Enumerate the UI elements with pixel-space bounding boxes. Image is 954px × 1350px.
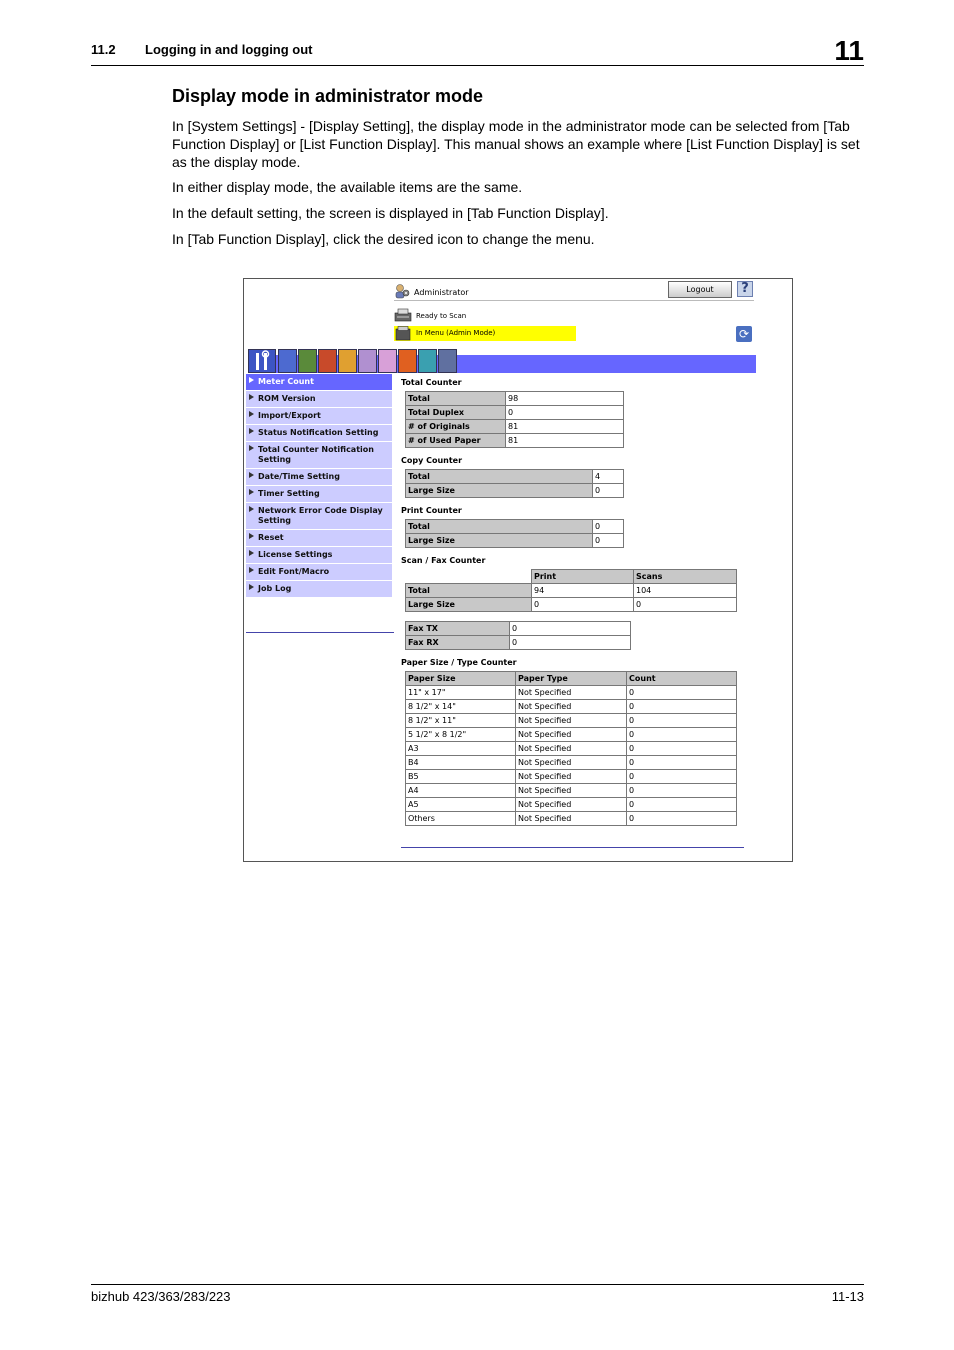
paper-type-cell: Not Specified bbox=[516, 742, 627, 756]
paper-size-cell: Others bbox=[406, 812, 516, 826]
menu-item-label: Job Log bbox=[258, 584, 292, 593]
menu-item-meter-count[interactable] bbox=[246, 374, 392, 391]
menu-item-label: ROM Version bbox=[258, 394, 316, 403]
table-row bbox=[406, 622, 631, 636]
row-value: 0 bbox=[510, 622, 631, 636]
table-row bbox=[406, 484, 624, 498]
menu-item-total-counter-notification[interactable] bbox=[246, 442, 392, 469]
row-value: 81 bbox=[506, 420, 624, 434]
status-text: Ready to Scan bbox=[416, 312, 467, 320]
tab-store-address-icon[interactable] bbox=[378, 349, 397, 373]
row-label: # of Used Paper bbox=[406, 434, 506, 448]
row-label: Fax RX bbox=[406, 636, 510, 650]
row-value: 94 bbox=[532, 584, 634, 598]
paper-type-cell: Not Specified bbox=[516, 812, 627, 826]
count-cell: 0 bbox=[627, 700, 737, 714]
row-label: Large Size bbox=[406, 598, 532, 612]
table-row bbox=[406, 434, 624, 448]
administrator-icon bbox=[394, 283, 410, 299]
arrow-right-icon bbox=[249, 550, 254, 556]
row-value: 4 bbox=[593, 470, 624, 484]
menu-divider bbox=[246, 632, 394, 633]
menu-item-date-time[interactable] bbox=[246, 469, 392, 486]
logout-button[interactable]: Logout bbox=[668, 281, 732, 298]
table-row bbox=[406, 728, 737, 742]
count-cell: 0 bbox=[627, 728, 737, 742]
paper-type-cell: Not Specified bbox=[516, 700, 627, 714]
column-header: Paper Size bbox=[406, 672, 516, 686]
paper-size-cell: B4 bbox=[406, 756, 516, 770]
arrow-right-icon bbox=[249, 428, 254, 434]
count-cell: 0 bbox=[627, 812, 737, 826]
table-row bbox=[406, 812, 737, 826]
arrow-right-icon bbox=[249, 411, 254, 417]
count-cell: 0 bbox=[627, 798, 737, 812]
menu-item-label: Status Notification Setting bbox=[258, 428, 379, 437]
arrow-right-icon bbox=[249, 489, 254, 495]
paper-size-cell: A3 bbox=[406, 742, 516, 756]
menu-item-status-notification[interactable] bbox=[246, 425, 392, 442]
column-header: Paper Type bbox=[516, 672, 627, 686]
paper-type-cell: Not Specified bbox=[516, 686, 627, 700]
row-value: 0 bbox=[634, 598, 737, 612]
table-row bbox=[406, 756, 737, 770]
menu-item-edit-font-macro[interactable] bbox=[246, 564, 392, 581]
column-header: Scans bbox=[634, 570, 737, 584]
arrow-right-icon bbox=[249, 567, 254, 573]
table-row bbox=[406, 742, 737, 756]
row-value: 98 bbox=[506, 392, 624, 406]
total-counter-table bbox=[405, 391, 624, 448]
help-icon[interactable]: ? bbox=[737, 281, 753, 297]
section-title: Display mode in administrator mode bbox=[172, 86, 484, 106]
paper-type-cell: Not Specified bbox=[516, 784, 627, 798]
row-label: Large Size bbox=[406, 534, 593, 548]
count-cell: 0 bbox=[627, 742, 737, 756]
table-row bbox=[406, 636, 631, 650]
row-label: Total bbox=[406, 470, 593, 484]
arrow-right-icon bbox=[249, 506, 254, 512]
row-value: 0 bbox=[510, 636, 631, 650]
menu-item-reset[interactable] bbox=[246, 530, 392, 547]
menu-item-label: Import/Export bbox=[258, 411, 321, 420]
arrow-right-icon bbox=[249, 533, 254, 539]
section-number: 11.2 bbox=[91, 42, 116, 57]
page-footer bbox=[91, 1284, 864, 1304]
section-header-title: Logging in and logging out bbox=[145, 42, 313, 57]
menu-item-rom-version[interactable] bbox=[246, 391, 392, 408]
paper-type-cell: Not Specified bbox=[516, 798, 627, 812]
arrow-right-icon bbox=[249, 445, 254, 451]
menu-item-timer-setting[interactable] bbox=[246, 486, 392, 503]
tab-print-settings-icon[interactable] bbox=[358, 349, 377, 373]
scan-fax-counter-title: Scan / Fax Counter bbox=[401, 556, 486, 565]
admin-screen-screenshot bbox=[243, 278, 793, 862]
scan-fax-counter-table bbox=[405, 569, 737, 612]
table-row bbox=[406, 798, 737, 812]
count-cell: 0 bbox=[627, 756, 737, 770]
paper-type-cell: Not Specified bbox=[516, 756, 627, 770]
row-label: # of Originals bbox=[406, 420, 506, 434]
paper-type-cell: Not Specified bbox=[516, 770, 627, 784]
table-row bbox=[406, 420, 624, 434]
copy-counter-table bbox=[405, 469, 624, 498]
paper-size-cell: 11" x 17" bbox=[406, 686, 516, 700]
content-bottom-divider bbox=[401, 847, 744, 848]
table-row bbox=[406, 700, 737, 714]
arrow-right-icon bbox=[249, 377, 254, 383]
row-value: 0 bbox=[593, 534, 624, 548]
count-cell: 0 bbox=[627, 784, 737, 798]
table-row bbox=[406, 406, 624, 420]
copy-counter-title: Copy Counter bbox=[401, 456, 463, 465]
arrow-right-icon bbox=[249, 584, 254, 590]
menu-item-label: Meter Count bbox=[258, 377, 314, 386]
footer-page-number: 11-13 bbox=[831, 1289, 864, 1304]
paragraph-same-items: In either display mode, the available items are the same. bbox=[172, 179, 523, 195]
paper-size-cell: 8 1/2" x 14" bbox=[406, 700, 516, 714]
row-label: Total Duplex bbox=[406, 406, 506, 420]
mode-row bbox=[394, 326, 576, 341]
row-label: Large Size bbox=[406, 484, 593, 498]
paragraph-default-setting: In the default setting, the screen is displayed in [Tab Function Display]. bbox=[172, 205, 609, 221]
arrow-right-icon bbox=[249, 472, 254, 478]
table-row bbox=[406, 714, 737, 728]
count-cell: 0 bbox=[627, 714, 737, 728]
row-label: Fax TX bbox=[406, 622, 510, 636]
footer-model: bizhub 423/363/283/223 bbox=[91, 1289, 231, 1304]
column-header: Count bbox=[627, 672, 737, 686]
menu-item-label: License Settings bbox=[258, 550, 333, 559]
fax-counter-table bbox=[405, 621, 631, 650]
paper-size-cell: 5 1/2" x 8 1/2" bbox=[406, 728, 516, 742]
user-label: Administrator bbox=[414, 288, 469, 297]
tab-fax-icon[interactable] bbox=[418, 349, 437, 373]
refresh-icon[interactable]: ⟳ bbox=[736, 326, 752, 342]
paragraph-click-icon: In [Tab Function Display], click the desired icon to change the menu. bbox=[172, 231, 595, 247]
tab-system-settings-icon[interactable] bbox=[278, 349, 297, 373]
tab-network-icon[interactable] bbox=[398, 349, 417, 373]
row-value: 0 bbox=[593, 484, 624, 498]
menu-item-label: Reset bbox=[258, 533, 284, 542]
print-counter-table bbox=[405, 519, 624, 548]
paper-counter-title: Paper Size / Type Counter bbox=[401, 658, 517, 667]
menu-item-label: Edit Font/Macro bbox=[258, 567, 330, 576]
menu-item-network-error-code[interactable] bbox=[246, 503, 392, 530]
chapter-number: 11 bbox=[834, 35, 864, 66]
mode-text: In Menu (Admin Mode) bbox=[416, 329, 496, 337]
tab-box-icon[interactable] bbox=[338, 349, 357, 373]
menu-item-job-log[interactable] bbox=[246, 581, 392, 598]
menu-item-label: Network Error Code Display Setting bbox=[258, 506, 383, 525]
row-value: 0 bbox=[506, 406, 624, 420]
table-row bbox=[406, 520, 624, 534]
paper-size-cell: 8 1/2" x 11" bbox=[406, 714, 516, 728]
menu-item-label: Timer Setting bbox=[258, 489, 320, 498]
count-cell: 0 bbox=[627, 686, 737, 700]
menu-item-label: Date/Time Setting bbox=[258, 472, 340, 481]
arrow-right-icon bbox=[249, 394, 254, 400]
row-value: 0 bbox=[532, 598, 634, 612]
device-icon bbox=[394, 326, 412, 341]
table-row bbox=[406, 470, 624, 484]
table-row bbox=[406, 392, 624, 406]
menu-item-license-settings[interactable] bbox=[246, 547, 392, 564]
tab-user-auth-icon[interactable] bbox=[318, 349, 337, 373]
table-row bbox=[406, 784, 737, 798]
paper-type-cell: Not Specified bbox=[516, 728, 627, 742]
paper-size-cell: B5 bbox=[406, 770, 516, 784]
menu-item-label: Total Counter Notification Setting bbox=[258, 445, 374, 464]
column-header: Print bbox=[532, 570, 634, 584]
paper-size-cell: A4 bbox=[406, 784, 516, 798]
tab-icon-bar bbox=[248, 349, 756, 373]
left-menu bbox=[246, 374, 392, 598]
tab-applications-icon[interactable] bbox=[438, 349, 457, 373]
paper-type-cell: Not Specified bbox=[516, 714, 627, 728]
row-label: Total bbox=[406, 584, 532, 598]
paper-size-cell: A5 bbox=[406, 798, 516, 812]
printer-icon bbox=[394, 308, 412, 322]
table-row bbox=[406, 534, 624, 548]
menu-item-import-export[interactable] bbox=[246, 408, 392, 425]
tab-maintenance-icon[interactable] bbox=[248, 349, 276, 373]
running-header bbox=[91, 35, 864, 66]
table-row bbox=[406, 686, 737, 700]
count-cell: 0 bbox=[627, 770, 737, 784]
empty-header-cell bbox=[406, 570, 532, 584]
row-label: Total bbox=[406, 520, 593, 534]
table-row bbox=[406, 770, 737, 784]
row-value: 104 bbox=[634, 584, 737, 598]
row-label: Total bbox=[406, 392, 506, 406]
paragraph-display-setting: In [System Settings] - [Display Setting], the display mode in the administrator mode can be selected from [Tab Function Display] or [List Function Display]. This manual shows an example where [List Function Display] is set as the display mode. bbox=[172, 118, 860, 170]
table-header-row bbox=[406, 570, 737, 584]
tab-security-icon[interactable] bbox=[298, 349, 317, 373]
total-counter-title: Total Counter bbox=[401, 378, 462, 387]
table-row bbox=[406, 584, 737, 598]
print-counter-title: Print Counter bbox=[401, 506, 462, 515]
table-row bbox=[406, 598, 737, 612]
row-value: 81 bbox=[506, 434, 624, 448]
row-value: 0 bbox=[593, 520, 624, 534]
table-header-row bbox=[406, 672, 737, 686]
paper-counter-table bbox=[405, 671, 737, 826]
